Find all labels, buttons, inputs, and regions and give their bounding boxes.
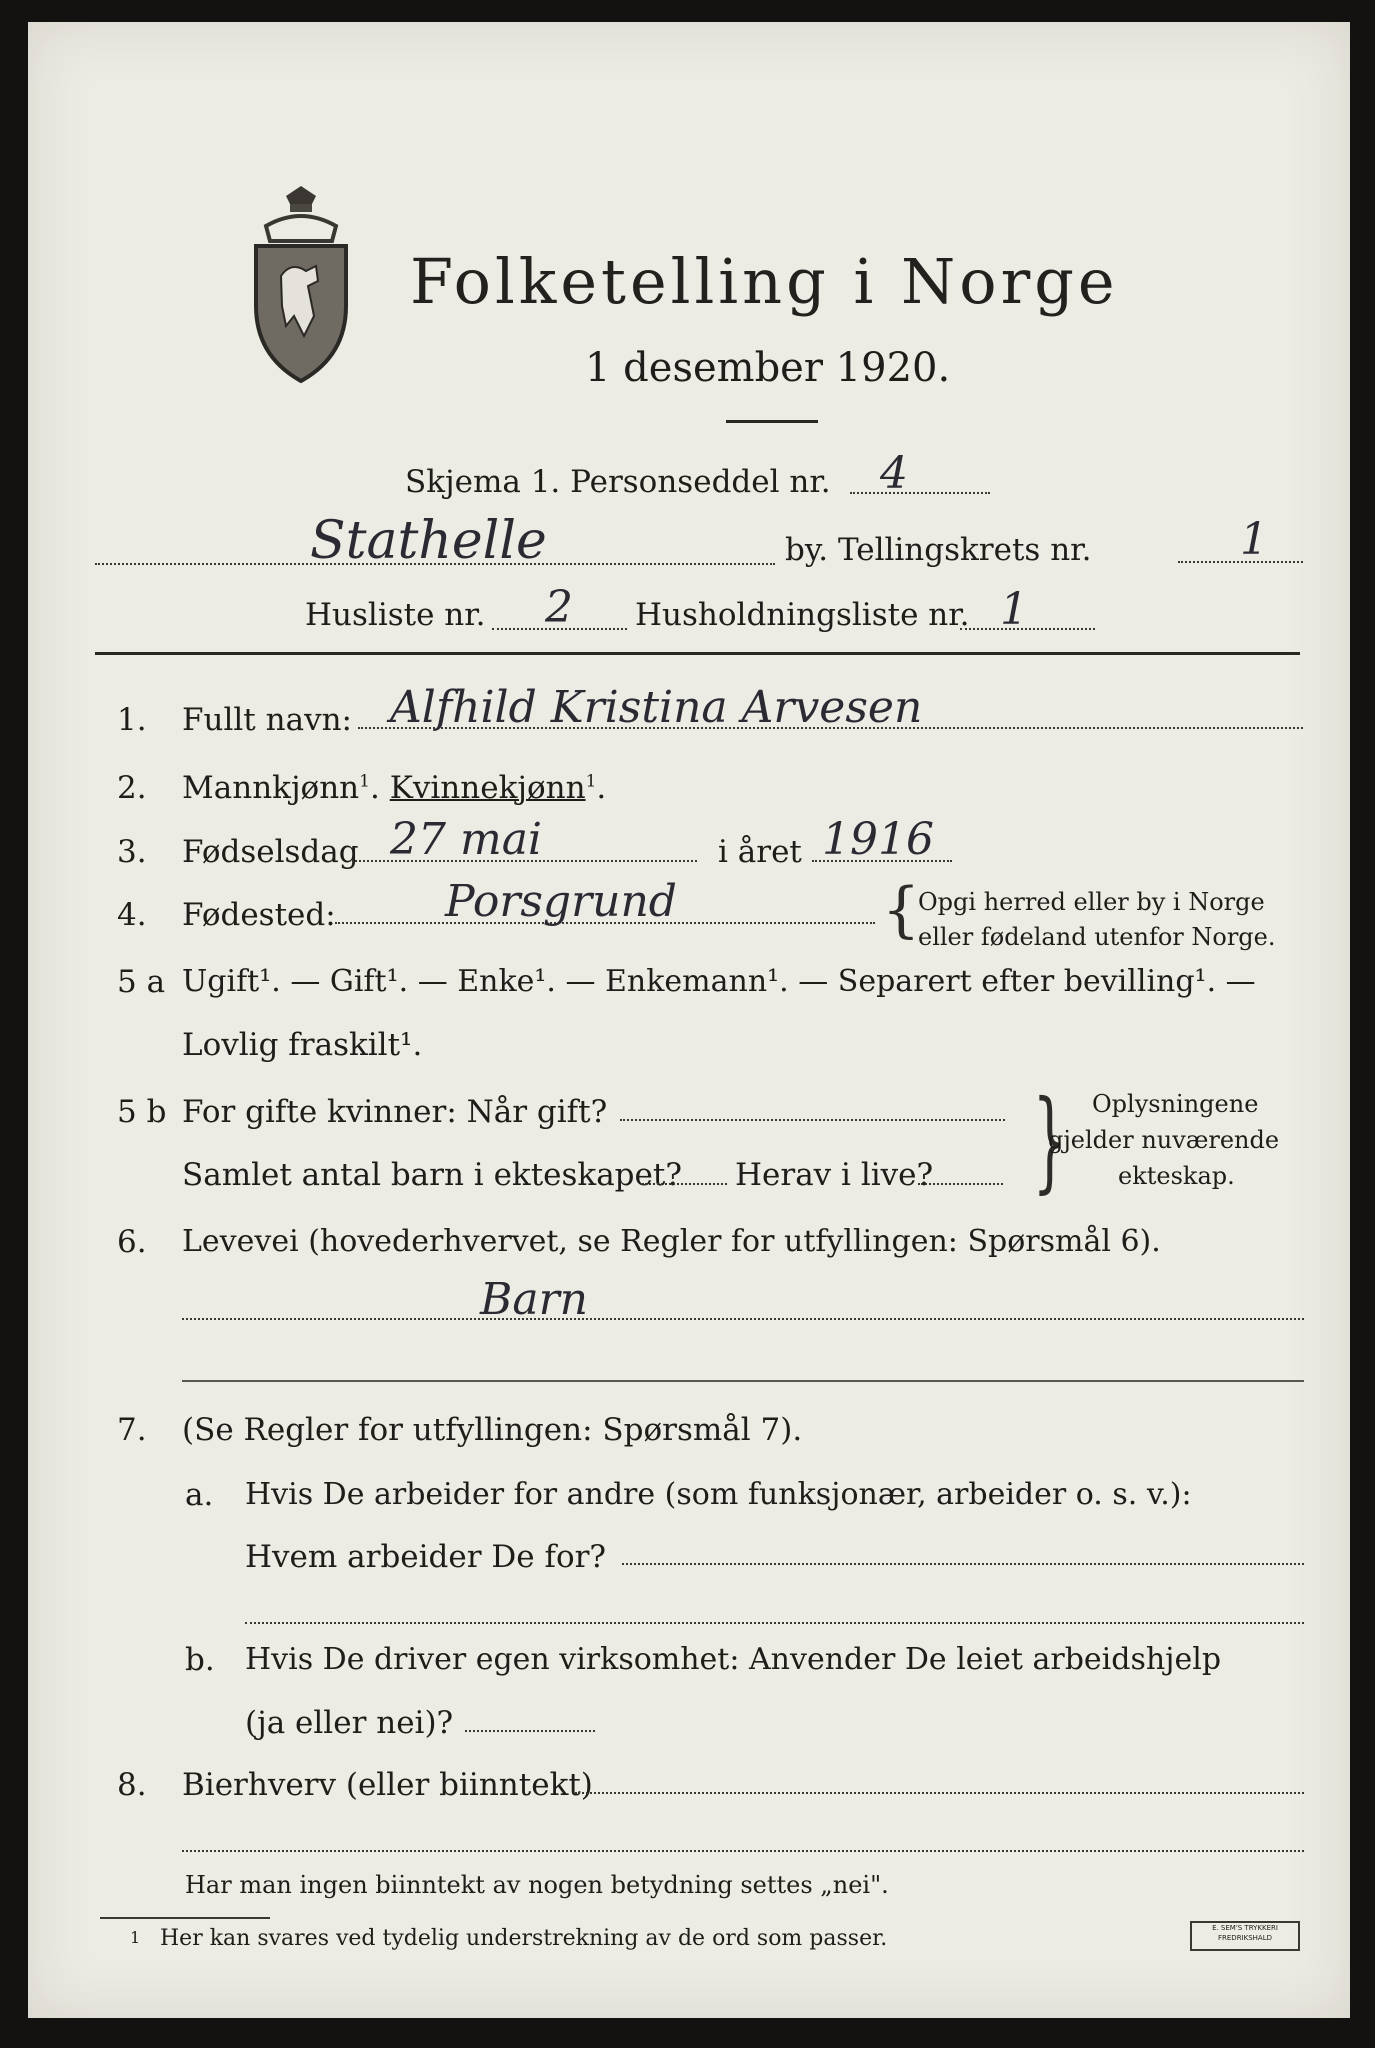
printer-stamp-line-2: FREDRIKSHALD: [1217, 1934, 1272, 1942]
q7a-dots-2: [245, 1622, 1304, 1624]
q7b-letter: b.: [185, 1642, 215, 1678]
q5b-label-2: Samlet antal barn i ekteskapet?: [182, 1157, 682, 1193]
q7-number: 7.: [117, 1412, 147, 1448]
q4-brace: {: [882, 875, 921, 945]
q8-label: Bierhverv (eller biinntekt): [182, 1767, 593, 1803]
husholdning-nr-value: 1: [1000, 584, 1028, 635]
printer-stamp-line-1: E. SEM'S TRYKKERI: [1212, 1924, 1278, 1932]
coat-of-arms-icon: [246, 186, 356, 386]
q2-number: 2.: [117, 770, 147, 806]
q6-number: 6.: [117, 1224, 147, 1260]
q7a-letter: a.: [185, 1477, 214, 1513]
q4-number: 4.: [117, 897, 147, 933]
title-divider: [726, 420, 818, 423]
city-value: Stathelle: [310, 511, 547, 571]
q5a-number: 5 a: [117, 964, 166, 1000]
printer-stamp: [1190, 1921, 1300, 1951]
q3-year-value: 1916: [822, 814, 934, 865]
q5b-brace: }: [1032, 1076, 1068, 1204]
q5b-label: For gifte kvinner: Når gift?: [182, 1094, 608, 1130]
q8-dots-2: [182, 1850, 1304, 1852]
q6-label: Levevei (hovederhvervet, se Regler for utfyllingen: Spørsmål 6).: [182, 1224, 1161, 1259]
q8-number: 8.: [117, 1767, 147, 1803]
q5a-options-2: Lovlig fraskilt¹.: [182, 1027, 423, 1063]
q2-option-mann: Mannkjønn: [182, 770, 360, 806]
q2-option-kvinne: Kvinnekjønn: [389, 770, 586, 806]
q4-note-1: Opgi herred eller by i Norge: [918, 888, 1265, 916]
q7a-text-2: Hvem arbeider De for?: [245, 1539, 607, 1575]
form-title: Folketelling i Norge: [410, 245, 1119, 318]
q7b-text-2: (ja eller nei)?: [245, 1705, 454, 1741]
personseddel-nr-value: 4: [880, 448, 908, 499]
q2-options: Mannkjønn$^1$. Kvinnekjønn$^1$.: [182, 770, 607, 806]
header-divider: [95, 652, 1300, 655]
q4-value: Porsgrund: [445, 876, 677, 927]
personseddel-dots: [850, 492, 990, 494]
q5b-note-2: gjelder nuværende: [1048, 1126, 1280, 1154]
skjema-label: Skjema 1. Personseddel nr.: [405, 464, 831, 500]
q8-dots: [575, 1792, 1304, 1794]
form-subtitle: 1 desember 1920.: [585, 345, 951, 391]
q5b-label-3: Herav i live?: [735, 1157, 934, 1193]
q6-value: Barn: [480, 1274, 588, 1325]
husliste-nr-value: 2: [545, 582, 573, 633]
q3-label: Fødselsdag: [182, 834, 359, 870]
q7b-text: Hvis De driver egen virksomhet: Anvender De leiet arbeidshjelp: [245, 1642, 1222, 1677]
q1-label: Fullt navn:: [182, 702, 352, 738]
husholdning-label: Husholdningsliste nr.: [635, 597, 970, 633]
q5b-note-1: Oplysningene: [1092, 1090, 1259, 1118]
q7b-dots: [465, 1730, 595, 1732]
q6-line-2: [182, 1380, 1304, 1382]
census-form-page: [28, 22, 1350, 2018]
q7a-dots: [622, 1563, 1304, 1565]
q5b-alive-dots: [918, 1183, 1003, 1185]
q6-dots: [182, 1318, 1304, 1320]
footnote-marker: 1: [130, 1928, 141, 1947]
q5b-dots: [620, 1119, 1005, 1121]
q3-year-label: i året: [718, 834, 802, 870]
tellingskrets-label: by. Tellingskrets nr.: [785, 532, 1092, 568]
q4-label: Fødested:: [182, 897, 336, 933]
q3-value: 27 mai: [390, 814, 543, 865]
q1-value: Alfhild Kristina Arvesen: [390, 682, 923, 733]
footnote-text: Her kan svares ved tydelig understrekning av de ord som passer.: [160, 1926, 888, 1951]
footnote-rule: [100, 1917, 270, 1919]
q5b-note-3: ekteskap.: [1118, 1162, 1235, 1190]
q5a-options: Ugift¹. — Gift¹. — Enke¹. — Enkemann¹. — Separert efter bevilling¹. —: [182, 964, 1256, 999]
q4-note-2: eller fødeland utenfor Norge.: [918, 923, 1276, 951]
q7a-text: Hvis De arbeider for andre (som funksjonær, arbeider o. s. v.):: [245, 1477, 1192, 1512]
q5b-number: 5 b: [117, 1094, 167, 1130]
q5b-children-dots: [642, 1183, 727, 1185]
q8-note: Har man ingen biinntekt av nogen betydning settes „nei".: [185, 1871, 889, 1899]
husliste-label: Husliste nr.: [305, 597, 486, 633]
q3-number: 3.: [117, 834, 147, 870]
tellingskrets-nr-value: 1: [1240, 514, 1268, 565]
q7-label: (Se Regler for utfyllingen: Spørsmål 7).: [182, 1412, 803, 1448]
q1-number: 1.: [117, 702, 147, 738]
